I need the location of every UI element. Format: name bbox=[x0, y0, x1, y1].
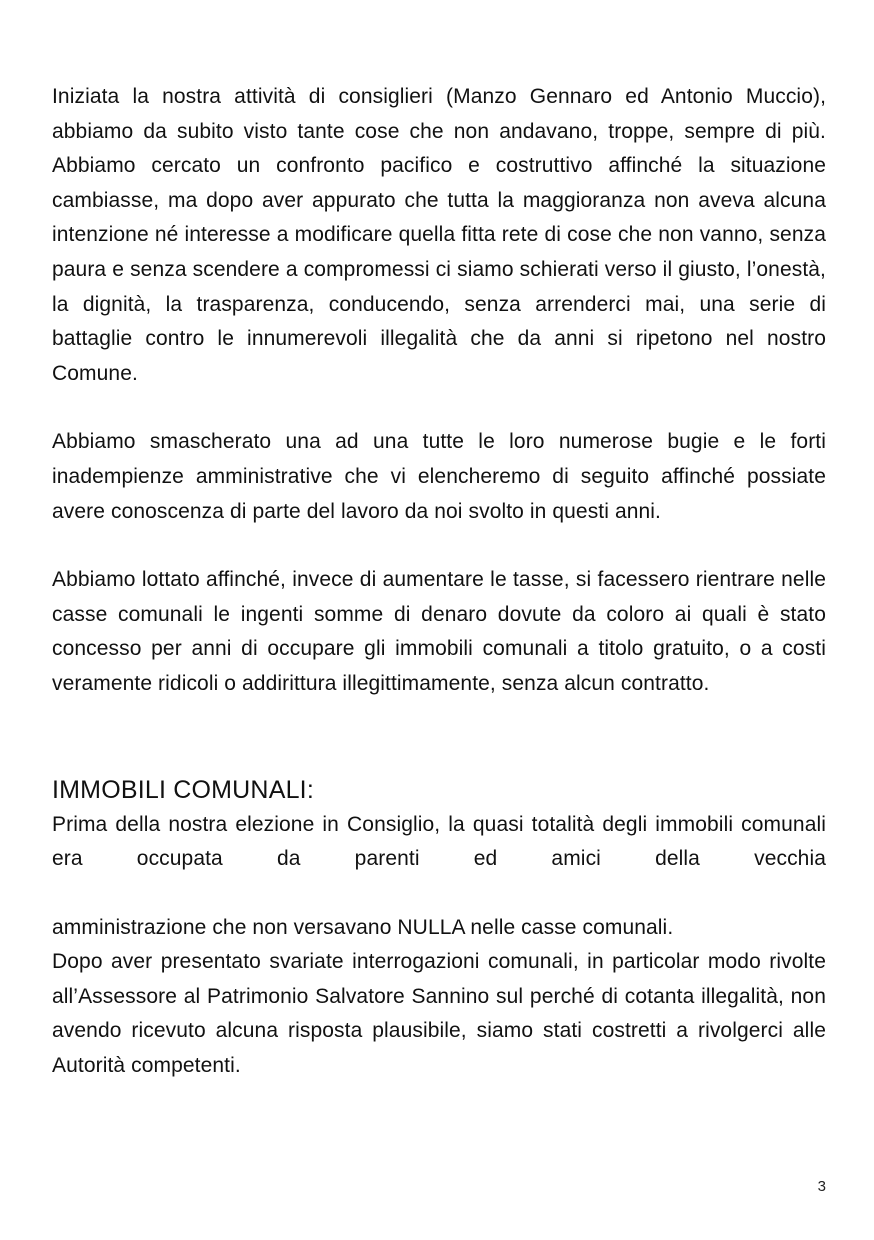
paragraph-interrogations: Dopo aver presentato svariate interrogazioni comunali, in particolar modo rivolte all’Assessore al Patrimonio Salvatore Sannino sul perché di cotanta illegalità, non avendo ricevuto alcuna risposta plausibile, siamo stati costretti a rivolgerci alle Autorità competenti. bbox=[52, 950, 826, 1078]
paragraph-intro: Iniziata la nostra attività di consiglieri (Manzo Gennaro ed Antonio Muccio), abbiamo da subito visto tante cose che non andavano, troppe, sempre di più. Abbiamo cercato un confronto pacifico e costruttivo affinché la situazione cambiasse, ma dopo aver appurato che tutta la maggioranza non aveva alcuna intenzione né interesse a modificare quella fitta rete di cose che non vanno, senza paura e senza scendere a compromessi ci siamo schierati verso il giusto, l’onestà, la dignità, la trasparenza, conducendo, senza arrenderci mai, una serie di battaglie contro le innumerevoli illegalità che da anni si ripetono nel nostro Comune. bbox=[52, 85, 826, 385]
section-spacer bbox=[52, 702, 826, 772]
paragraph-properties-part2: amministrazione che non versavano NULLA nelle casse comunali. bbox=[52, 915, 674, 939]
paragraph-properties-part1: Prima della nostra elezione in Consiglio, la quasi totalità degli immobili comunali era occupata da parenti ed amici della vecchia bbox=[52, 812, 826, 871]
section-heading: IMMOBILI COMUNALI: bbox=[52, 775, 314, 804]
paragraph-spacer bbox=[52, 529, 826, 563]
paragraph-spacer bbox=[52, 391, 826, 425]
paragraph-taxes: Abbiamo lottato affinché, invece di aumentare le tasse, si facessero rientrare nelle casse comunali le ingenti somme di denaro dovute da coloro ai quali è stato concesso per anni di occupare gli immobili comunali a titolo gratuito, o a costi veramente ridicoli o addirittura illegittimamente, senza alcun contratto. bbox=[52, 568, 826, 695]
page-number: 3 bbox=[817, 1178, 826, 1195]
document-page bbox=[52, 80, 826, 1084]
paragraph-lies: Abbiamo smascherato una ad una tutte le loro numerose bugie e le forti inadempienze amministrative che vi elencheremo di seguito affinché possiate avere conoscenza di parte del lavoro da noi svolto in questi anni. bbox=[52, 430, 826, 523]
paragraph-spacer bbox=[52, 877, 826, 911]
